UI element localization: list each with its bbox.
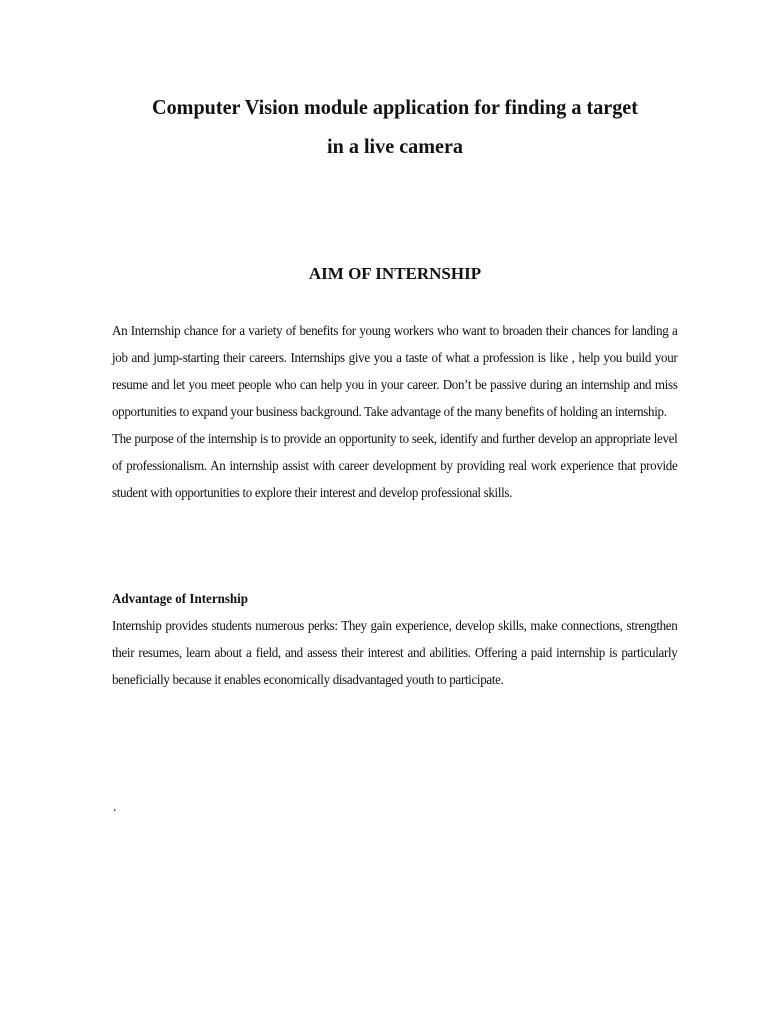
document-title — [54, 88, 736, 166]
document-title-line-1: Computer Vision module application for finding a target — [152, 95, 638, 119]
section-heading-aim: AIM OF INTERNSHIP — [308, 264, 482, 283]
paragraph-internship-benefits: An Internship chance for a variety of benefits for young workers who want to broaden their chances for landing a job and jump-starting their careers. Internships give you a taste of what a profession is like , help you build your resume and let you meet people who can help you in your career. Don’t be passive during an internship and miss opportunities to expand your business background. Take advantage of the many benefits of holding an internship. — [112, 324, 678, 420]
document-title-line-2: in a live camera — [326, 134, 464, 158]
paragraph-internship-purpose: The purpose of the internship is to provide an opportunity to seek, identify and further develop an appropriate level of professionalism. An internship assist with career development by providing real work experience that provide student with opportunities to explore their interest and develop professional skills. — [112, 432, 678, 501]
subheading-advantage: Advantage of Internship — [112, 592, 249, 607]
trailing-period: . — [113, 800, 117, 815]
paragraph-internship-advantages: Internship provides students numerous perks: They gain experience, develop skills, make connections, strengthen their resumes, learn about a field, and assess their interest and abilities. Offering a paid internship is particularly beneficially because it enables economically disadvantaged youth to participate. — [112, 619, 678, 688]
